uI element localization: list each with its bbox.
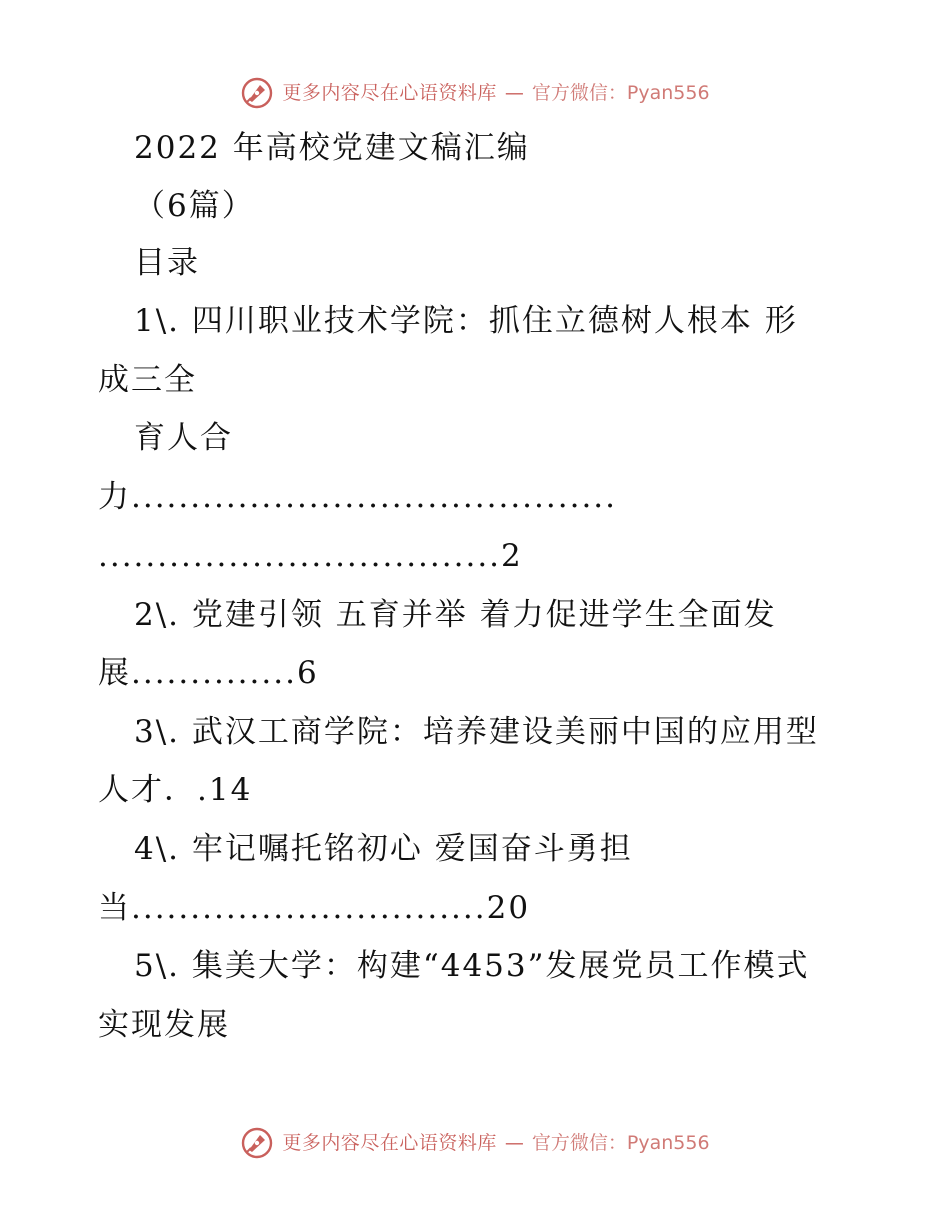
toc-line: 力......................................... <box>98 479 618 515</box>
toc-line: 3\. 武汉工商学院：培养建设美丽中国的应用型 <box>134 714 819 750</box>
toc-line: 2\. 党建引领 五育并举 着力促进学生全面发 <box>134 597 777 633</box>
toc-heading: 目录 <box>134 245 200 281</box>
watermark-wechat: 官方微信：Pyan556 <box>531 1132 710 1154</box>
toc-line: 1\. 四川职业技术学院：抓住立德树人根本 形 <box>134 303 798 339</box>
toc-line: 当..............................20 <box>98 890 531 926</box>
toc-line: 4\. 牢记嘱托铭初心 爱国奋斗勇担 <box>134 831 633 867</box>
watermark-wechat: 官方微信：Pyan556 <box>531 82 710 104</box>
document-title: 2022 年高校党建文稿汇编 <box>134 130 530 166</box>
toc-line: 5\. 集美大学：构建“4453”发展党员工作模式 <box>134 948 810 984</box>
footer-watermark <box>0 1126 950 1160</box>
document-subtitle: （6篇） <box>134 188 255 224</box>
toc-line: ..................................2 <box>98 538 523 574</box>
watermark-text: 更多内容尽在心语资料库 <box>282 1132 497 1154</box>
toc-line: 成三全 <box>98 362 197 398</box>
watermark-dash: — <box>504 1132 524 1154</box>
toc-line: 展..............6 <box>98 655 319 691</box>
toc-line: 人才．.14 <box>98 772 253 808</box>
toc-line: 育人合 <box>134 420 233 456</box>
watermark-dash: — <box>504 82 524 104</box>
watermark-text: 更多内容尽在心语资料库 <box>282 82 497 104</box>
toc-line: 实现发展 <box>98 1007 230 1043</box>
pen-nib-circle-icon <box>240 1126 274 1160</box>
